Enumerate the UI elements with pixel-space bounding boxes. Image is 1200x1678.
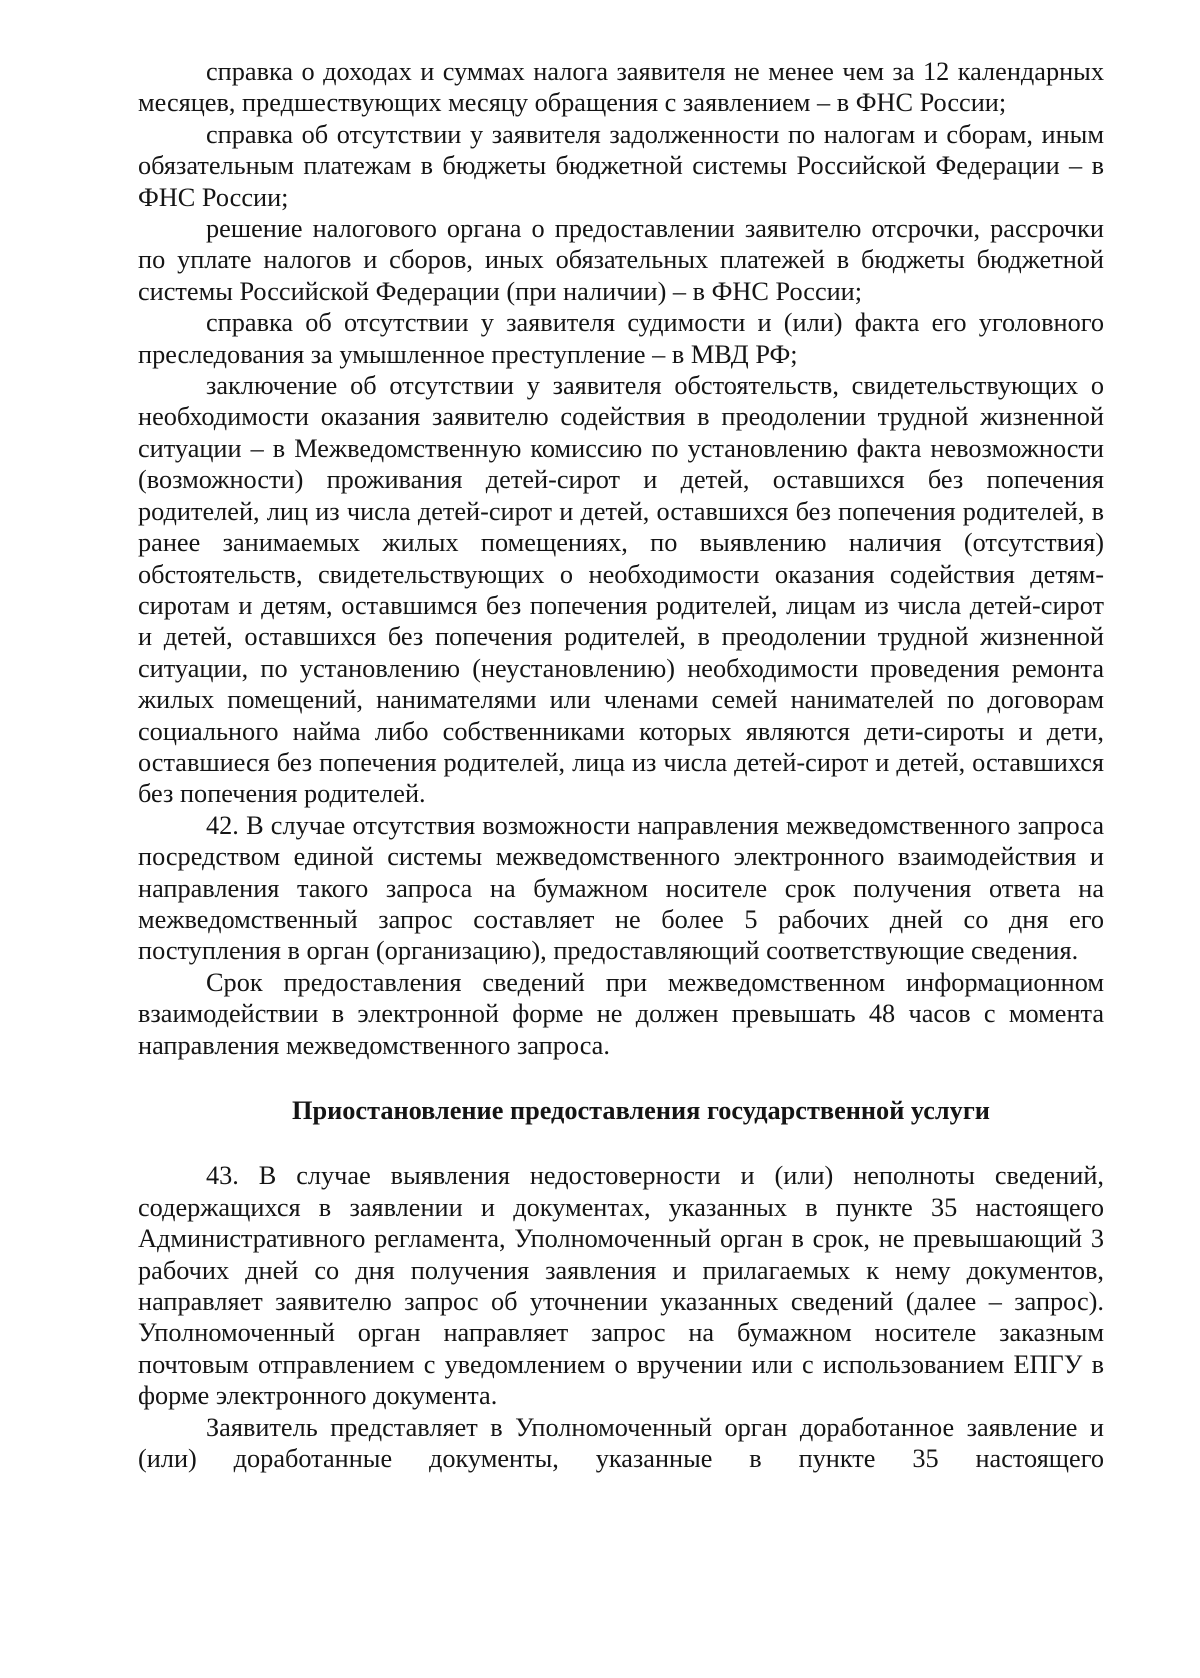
paragraph-commission-conclusion: заключение об отсутствии у заявителя обстоятельств, свидетельствующих о необходимости оказания заявителю содействия в преодолении трудной жизненной ситуации – в Межведомственную комиссию по установлению факта невозможности (возможности) проживания детей-сирот и детей, оставшихся без попечения родителей, лиц из числа детей-сирот и детей, оставшихся без попечения родителей, в ранее занимаемых жилых помещениях, по выявлению наличия (отсутствия) обстоятельств, свидетельствующих о необходимости оказания содействия детям-сиротам и детям, оставшимся без попечения родителей, лицам из числа детей-сирот и детей, оставшихся без попечения родителей, в преодолении трудной жизненной ситуации, по установлению (неустановлению) необходимости проведения ремонта жилых помещений, нанимателями или членами семей нанимателей по договорам социального найма либо собственниками которых являются дети-сироты и дети, оставшиеся без попечения родителей, лица из числа детей-сирот и детей, оставшихся без попечения родителей.	[138, 371, 1104, 809]
paragraph-applicant-resubmits: Заявитель представляет в Уполномоченный орган доработанное заявление и (или) доработанные документы, указанные в пункте 35 настоящего	[138, 1412, 1104, 1474]
paragraph-income-certificate: справка о доходах и суммах налога заявителя не менее чем за 12 календарных месяцев, предшествующих месяцу обращения с заявлением – в ФНС России;	[138, 57, 1104, 118]
paragraph-electronic-term: Срок предоставления сведений при межведомственном информационном взаимодействии в электронной форме не должен превышать 48 часов с момента направления межведомственного запроса.	[138, 967, 1104, 1060]
paragraph-42-request-term: 42. В случае отсутствия возможности направления межведомственного запроса посредством единой системы межведомственного электронного взаимодействия и направления такого запроса на бумажном носителе срок получения ответа на межведомственный запрос составляет не более 5 рабочих дней со дня его поступления в орган (организацию), предоставляющий соответствующие сведения.	[138, 810, 1104, 966]
paragraph-no-criminal-record: справка об отсутствии у заявителя судимости и (или) факта его уголовного преследования за умышленное преступление – в МВД РФ;	[138, 308, 1104, 369]
paragraph-tax-deferral-decision: решение налогового органа о предоставлении заявителю отсрочки, рассрочки по уплате налогов и сборов, иных обязательных платежей в бюджеты бюджетной системы Российской Федерации (при наличии) – в ФНС России;	[138, 214, 1104, 306]
section-heading: Приостановление предоставления государственной услуги	[292, 1096, 990, 1125]
paragraph-43-inaccuracy: 43. В случае выявления недостоверности и (или) неполноты сведений, содержащихся в заявлении и документах, указанных в пункте 35 настоящего Административного регламента, Уполномоченный орган в срок, не превышающий 3 рабочих дней со дня получения заявления и прилагаемых к нему документов, направляет заявителю запрос об уточнении указанных сведений (далее – запрос). Уполномоченный орган направляет запрос на бумажном носителе заказным почтовым отправлением с уведомлением о вручении или с использованием ЕПГУ в форме электронного документа.	[138, 1161, 1104, 1411]
document-page	[138, 56, 1104, 1474]
paragraph-no-debt-certificate: справка об отсутствии у заявителя задолженности по налогам и сборам, иным обязательным платежам в бюджеты бюджетной системы Российской Федерации – в ФНС России;	[138, 119, 1104, 212]
